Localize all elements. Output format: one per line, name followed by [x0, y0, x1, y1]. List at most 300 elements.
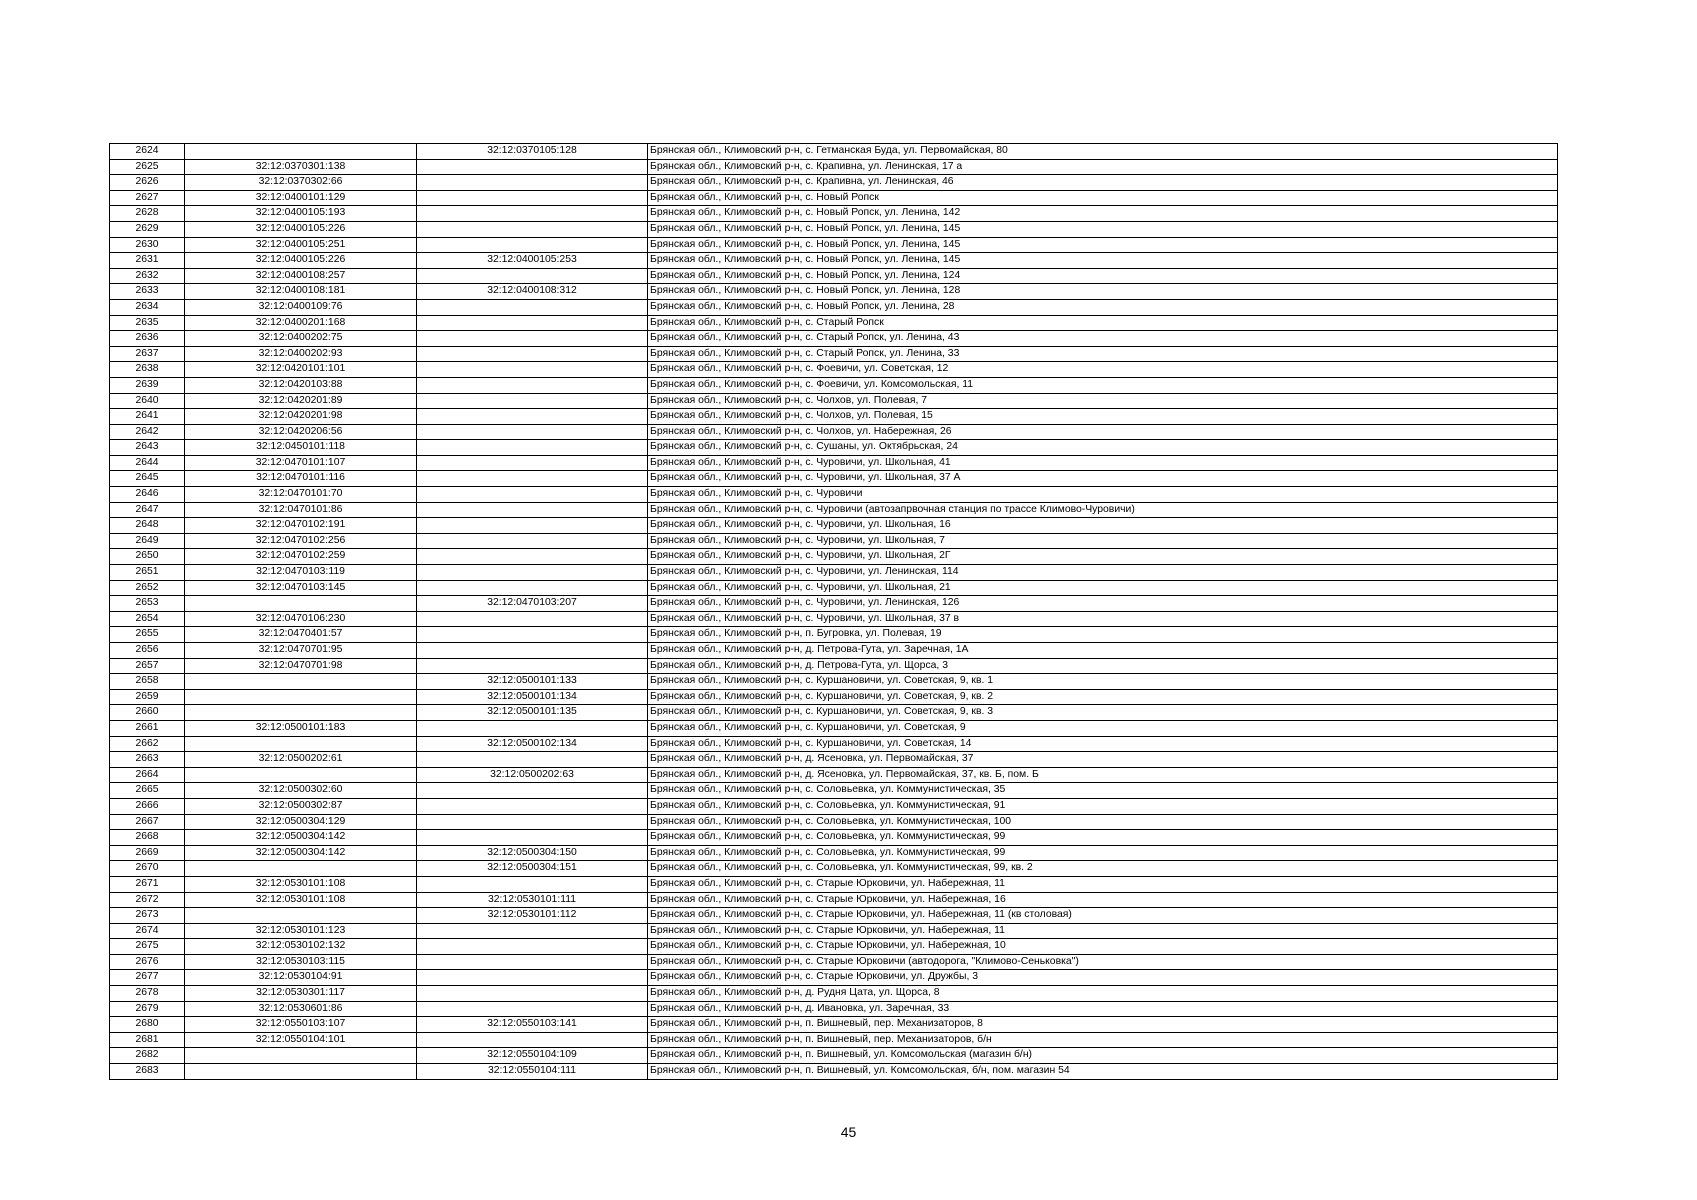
table-row: [110, 253, 1558, 269]
building-cadastral-number-cell: 32:12:0500102:134: [417, 736, 648, 752]
building-cadastral-number-cell: 32:12:0530101:111: [417, 892, 648, 908]
table-row: [110, 830, 1558, 846]
row-number-cell: 2638: [110, 362, 185, 378]
cadastral-number-cell: 32:12:0420201:98: [185, 409, 417, 425]
table-row: [110, 720, 1558, 736]
table-row: [110, 549, 1558, 565]
table-row: [110, 1064, 1558, 1080]
address-cell: Брянская обл., Климовский р-н, с. Куршановичи, ул. Советская, 9, кв. 1: [648, 674, 1558, 690]
row-number-cell: 2672: [110, 892, 185, 908]
building-cadastral-number-cell: 32:12:0500101:134: [417, 689, 648, 705]
building-cadastral-number-cell: 32:12:0500304:150: [417, 845, 648, 861]
cadastral-number-cell: 32:12:0470701:98: [185, 658, 417, 674]
building-cadastral-number-cell: [417, 580, 648, 596]
registry-table: [109, 143, 1558, 1080]
cadastral-number-cell: 32:12:0530103:115: [185, 954, 417, 970]
building-cadastral-number-cell: [417, 487, 648, 503]
row-number-cell: 2645: [110, 471, 185, 487]
cadastral-number-cell: 32:12:0420206:56: [185, 424, 417, 440]
table-row: [110, 736, 1558, 752]
address-cell: Брянская обл., Климовский р-н, с. Крапивна, ул. Ленинская, 17 а: [648, 159, 1558, 175]
building-cadastral-number-cell: [417, 830, 648, 846]
address-cell: Брянская обл., Климовский р-н, с. Сушаны, ул. Октябрьская, 24: [648, 440, 1558, 456]
cadastral-number-cell: 32:12:0420201:89: [185, 393, 417, 409]
building-cadastral-number-cell: [417, 1032, 648, 1048]
table-row: [110, 876, 1558, 892]
address-cell: Брянская обл., Климовский р-н, с. Старые Юрковичи, ул. Набережная, 11 (кв столовая): [648, 908, 1558, 924]
cadastral-number-cell: 32:12:0500101:183: [185, 720, 417, 736]
building-cadastral-number-cell: [417, 221, 648, 237]
address-cell: Брянская обл., Климовский р-н, с. Чуровичи, ул. Школьная, 16: [648, 518, 1558, 534]
address-cell: Брянская обл., Климовский р-н, п. Вишневый, пер. Механизаторов, 8: [648, 1017, 1558, 1033]
address-cell: Брянская обл., Климовский р-н, с. Соловьевка, ул. Коммунистическая, 100: [648, 814, 1558, 830]
address-cell: Брянская обл., Климовский р-н, с. Новый Ропск, ул. Ленина, 145: [648, 237, 1558, 253]
row-number-cell: 2644: [110, 455, 185, 471]
address-cell: Брянская обл., Климовский р-н, с. Фоевичи, ул. Комсомольская, 11: [648, 377, 1558, 393]
building-cadastral-number-cell: 32:12:0550104:111: [417, 1064, 648, 1080]
building-cadastral-number-cell: [417, 783, 648, 799]
row-number-cell: 2634: [110, 299, 185, 315]
address-cell: Брянская обл., Климовский р-н, с. Куршановичи, ул. Советская, 9: [648, 720, 1558, 736]
table-row: [110, 939, 1558, 955]
table-row: [110, 393, 1558, 409]
table-row: [110, 643, 1558, 659]
row-number-cell: 2633: [110, 284, 185, 300]
address-cell: Брянская обл., Климовский р-н, п. Вишневый, ул. Комсомольская (магазин б/н): [648, 1048, 1558, 1064]
address-cell: Брянская обл., Климовский р-н, с. Чуровичи (автозапрвочная станция по трассе Климово-Чуровичи): [648, 502, 1558, 518]
building-cadastral-number-cell: [417, 175, 648, 191]
building-cadastral-number-cell: 32:12:0500101:133: [417, 674, 648, 690]
table-row: [110, 970, 1558, 986]
building-cadastral-number-cell: [417, 362, 648, 378]
table-row: [110, 299, 1558, 315]
row-number-cell: 2661: [110, 720, 185, 736]
address-cell: Брянская обл., Климовский р-н, с. Куршановичи, ул. Советская, 14: [648, 736, 1558, 752]
table-row: [110, 190, 1558, 206]
cadastral-number-cell: 32:12:0500304:142: [185, 830, 417, 846]
table-row: [110, 346, 1558, 362]
row-number-cell: 2667: [110, 814, 185, 830]
building-cadastral-number-cell: [417, 939, 648, 955]
cadastral-number-cell: 32:12:0500304:129: [185, 814, 417, 830]
table-row: [110, 1048, 1558, 1064]
table-row: [110, 409, 1558, 425]
table-row: [110, 487, 1558, 503]
cadastral-number-cell: 32:12:0400201:168: [185, 315, 417, 331]
cadastral-number-cell: 32:12:0500304:142: [185, 845, 417, 861]
table-row: [110, 627, 1558, 643]
building-cadastral-number-cell: [417, 1001, 648, 1017]
cadastral-number-cell: 32:12:0470701:95: [185, 643, 417, 659]
building-cadastral-number-cell: [417, 377, 648, 393]
cadastral-number-cell: 32:12:0530601:86: [185, 1001, 417, 1017]
row-number-cell: 2683: [110, 1064, 185, 1080]
building-cadastral-number-cell: [417, 876, 648, 892]
table-row: [110, 674, 1558, 690]
building-cadastral-number-cell: [417, 533, 648, 549]
cadastral-number-cell: 32:12:0370301:138: [185, 159, 417, 175]
table-row: [110, 845, 1558, 861]
cadastral-number-cell: 32:12:0470401:57: [185, 627, 417, 643]
building-cadastral-number-cell: [417, 798, 648, 814]
cadastral-number-cell: 32:12:0500302:60: [185, 783, 417, 799]
row-number-cell: 2624: [110, 144, 185, 160]
row-number-cell: 2662: [110, 736, 185, 752]
cadastral-number-cell: 32:12:0400108:181: [185, 284, 417, 300]
table-row: [110, 315, 1558, 331]
address-cell: Брянская обл., Климовский р-н, с. Чолхов, ул. Полевая, 15: [648, 409, 1558, 425]
address-cell: Брянская обл., Климовский р-н, с. Новый Ропск, ул. Ленина, 124: [648, 268, 1558, 284]
cadastral-number-cell: 32:12:0470102:191: [185, 518, 417, 534]
cadastral-number-cell: 32:12:0470102:259: [185, 549, 417, 565]
cadastral-number-cell: 32:12:0400109:76: [185, 299, 417, 315]
building-cadastral-number-cell: [417, 409, 648, 425]
row-number-cell: 2642: [110, 424, 185, 440]
cadastral-number-cell: 32:12:0470103:145: [185, 580, 417, 596]
address-cell: Брянская обл., Климовский р-н, с. Соловьевка, ул. Коммунистическая, 99: [648, 845, 1558, 861]
row-number-cell: 2652: [110, 580, 185, 596]
row-number-cell: 2678: [110, 986, 185, 1002]
row-number-cell: 2676: [110, 954, 185, 970]
row-number-cell: 2670: [110, 861, 185, 877]
table-row: [110, 986, 1558, 1002]
cadastral-number-cell: [185, 908, 417, 924]
row-number-cell: 2649: [110, 533, 185, 549]
row-number-cell: 2666: [110, 798, 185, 814]
cadastral-number-cell: 32:12:0530101:108: [185, 892, 417, 908]
row-number-cell: 2654: [110, 611, 185, 627]
address-cell: Брянская обл., Климовский р-н, с. Новый Ропск, ул. Ленина, 145: [648, 253, 1558, 269]
table-row: [110, 783, 1558, 799]
building-cadastral-number-cell: [417, 565, 648, 581]
building-cadastral-number-cell: 32:12:0370105:128: [417, 144, 648, 160]
cadastral-number-cell: 32:12:0470103:119: [185, 565, 417, 581]
cadastral-number-cell: 32:12:0400101:129: [185, 190, 417, 206]
row-number-cell: 2643: [110, 440, 185, 456]
building-cadastral-number-cell: [417, 299, 648, 315]
cadastral-number-cell: [185, 674, 417, 690]
row-number-cell: 2682: [110, 1048, 185, 1064]
address-cell: Брянская обл., Климовский р-н, с. Новый Ропск, ул. Ленина, 142: [648, 206, 1558, 222]
cadastral-number-cell: 32:12:0470101:107: [185, 455, 417, 471]
row-number-cell: 2651: [110, 565, 185, 581]
cadastral-number-cell: 32:12:0470101:70: [185, 487, 417, 503]
table-row: [110, 1017, 1558, 1033]
table-row: [110, 892, 1558, 908]
table-row: [110, 908, 1558, 924]
table-row: [110, 565, 1558, 581]
table-row: [110, 689, 1558, 705]
address-cell: Брянская обл., Климовский р-н, с. Чолхов, ул. Полевая, 7: [648, 393, 1558, 409]
cadastral-number-cell: 32:12:0530301:117: [185, 986, 417, 1002]
table-row: [110, 237, 1558, 253]
address-cell: Брянская обл., Климовский р-н, д. Ясеновка, ул. Первомайская, 37: [648, 752, 1558, 768]
address-cell: Брянская обл., Климовский р-н, с. Старые Юрковичи, ул. Набережная, 10: [648, 939, 1558, 955]
row-number-cell: 2627: [110, 190, 185, 206]
building-cadastral-number-cell: 32:12:0500202:63: [417, 767, 648, 783]
address-cell: Брянская обл., Климовский р-н, с. Новый Ропск, ул. Ленина, 145: [648, 221, 1558, 237]
table-row: [110, 596, 1558, 612]
building-cadastral-number-cell: 32:12:0470103:207: [417, 596, 648, 612]
row-number-cell: 2636: [110, 331, 185, 347]
address-cell: Брянская обл., Климовский р-н, с. Чуровичи, ул. Ленинская, 114: [648, 565, 1558, 581]
table-row: [110, 440, 1558, 456]
row-number-cell: 2657: [110, 658, 185, 674]
building-cadastral-number-cell: [417, 502, 648, 518]
address-cell: Брянская обл., Климовский р-н, д. Рудня Цата, ул. Щорса, 8: [648, 986, 1558, 1002]
address-cell: Брянская обл., Климовский р-н, с. Чуровичи, ул. Школьная, 2Г: [648, 549, 1558, 565]
cadastral-number-cell: 32:12:0400105:251: [185, 237, 417, 253]
row-number-cell: 2675: [110, 939, 185, 955]
building-cadastral-number-cell: 32:12:0500101:135: [417, 705, 648, 721]
row-number-cell: 2626: [110, 175, 185, 191]
building-cadastral-number-cell: [417, 954, 648, 970]
row-number-cell: 2677: [110, 970, 185, 986]
row-number-cell: 2680: [110, 1017, 185, 1033]
table-row: [110, 814, 1558, 830]
cadastral-number-cell: 32:12:0400202:93: [185, 346, 417, 362]
table-row: [110, 752, 1558, 768]
row-number-cell: 2628: [110, 206, 185, 222]
cadastral-number-cell: 32:12:0530101:108: [185, 876, 417, 892]
cadastral-number-cell: 32:12:0420101:101: [185, 362, 417, 378]
address-cell: Брянская обл., Климовский р-н, с. Старые Юрковичи (автодорога, "Климово-Сеньковка"): [648, 954, 1558, 970]
cadastral-number-cell: [185, 596, 417, 612]
building-cadastral-number-cell: [417, 658, 648, 674]
row-number-cell: 2660: [110, 705, 185, 721]
row-number-cell: 2625: [110, 159, 185, 175]
row-number-cell: 2629: [110, 221, 185, 237]
table-row: [110, 424, 1558, 440]
address-cell: Брянская обл., Климовский р-н, п. Вишневый, пер. Механизаторов, б/н: [648, 1032, 1558, 1048]
building-cadastral-number-cell: [417, 643, 648, 659]
building-cadastral-number-cell: 32:12:0530101:112: [417, 908, 648, 924]
cadastral-number-cell: 32:12:0500202:61: [185, 752, 417, 768]
address-cell: Брянская обл., Климовский р-н, с. Крапивна, ул. Ленинская, 46: [648, 175, 1558, 191]
table-row: [110, 611, 1558, 627]
address-cell: Брянская обл., Климовский р-н, с. Соловьевка, ул. Коммунистическая, 99, кв. 2: [648, 861, 1558, 877]
building-cadastral-number-cell: 32:12:0550103:141: [417, 1017, 648, 1033]
address-cell: Брянская обл., Климовский р-н, с. Чуровичи, ул. Школьная, 7: [648, 533, 1558, 549]
cadastral-number-cell: 32:12:0400105:226: [185, 253, 417, 269]
row-number-cell: 2650: [110, 549, 185, 565]
row-number-cell: 2631: [110, 253, 185, 269]
address-cell: Брянская обл., Климовский р-н, с. Старый Ропск, ул. Ленина, 33: [648, 346, 1558, 362]
cadastral-number-cell: 32:12:0550103:107: [185, 1017, 417, 1033]
table-row: [110, 206, 1558, 222]
address-cell: Брянская обл., Климовский р-н, с. Чуровичи, ул. Ленинская, 126: [648, 596, 1558, 612]
building-cadastral-number-cell: 32:12:0500304:151: [417, 861, 648, 877]
row-number-cell: 2639: [110, 377, 185, 393]
table-row: [110, 377, 1558, 393]
cadastral-number-cell: 32:12:0550104:101: [185, 1032, 417, 1048]
cadastral-number-cell: [185, 1064, 417, 1080]
row-number-cell: 2656: [110, 643, 185, 659]
row-number-cell: 2647: [110, 502, 185, 518]
row-number-cell: 2648: [110, 518, 185, 534]
cadastral-number-cell: [185, 144, 417, 160]
building-cadastral-number-cell: [417, 237, 648, 253]
row-number-cell: 2673: [110, 908, 185, 924]
row-number-cell: 2630: [110, 237, 185, 253]
building-cadastral-number-cell: 32:12:0400105:253: [417, 253, 648, 269]
table-row: [110, 767, 1558, 783]
building-cadastral-number-cell: [417, 923, 648, 939]
row-number-cell: 2635: [110, 315, 185, 331]
row-number-cell: 2659: [110, 689, 185, 705]
address-cell: Брянская обл., Климовский р-н, с. Чуровичи: [648, 487, 1558, 503]
row-number-cell: 2632: [110, 268, 185, 284]
address-cell: Брянская обл., Климовский р-н, с. Новый Ропск: [648, 190, 1558, 206]
address-cell: Брянская обл., Климовский р-н, с. Старые Юрковичи, ул. Набережная, 11: [648, 923, 1558, 939]
address-cell: Брянская обл., Климовский р-н, с. Чуровичи, ул. Школьная, 37 в: [648, 611, 1558, 627]
address-cell: Брянская обл., Климовский р-н, п. Бугровка, ул. Полевая, 19: [648, 627, 1558, 643]
cadastral-number-cell: [185, 1048, 417, 1064]
table-row: [110, 471, 1558, 487]
building-cadastral-number-cell: [417, 440, 648, 456]
address-cell: Брянская обл., Климовский р-н, с. Соловьевка, ул. Коммунистическая, 35: [648, 783, 1558, 799]
cadastral-number-cell: 32:12:0400105:193: [185, 206, 417, 222]
row-number-cell: 2640: [110, 393, 185, 409]
building-cadastral-number-cell: [417, 518, 648, 534]
cadastral-number-cell: [185, 689, 417, 705]
table-row: [110, 175, 1558, 191]
address-cell: Брянская обл., Климовский р-н, с. Фоевичи, ул. Советская, 12: [648, 362, 1558, 378]
row-number-cell: 2658: [110, 674, 185, 690]
row-number-cell: 2679: [110, 1001, 185, 1017]
cadastral-number-cell: 32:12:0420103:88: [185, 377, 417, 393]
address-cell: Брянская обл., Климовский р-н, д. Петрова-Гута, ул. Заречная, 1А: [648, 643, 1558, 659]
table-row: [110, 923, 1558, 939]
table-row: [110, 362, 1558, 378]
address-cell: Брянская обл., Климовский р-н, с. Старый Ропск: [648, 315, 1558, 331]
row-number-cell: 2674: [110, 923, 185, 939]
cadastral-number-cell: 32:12:0530104:91: [185, 970, 417, 986]
row-number-cell: 2665: [110, 783, 185, 799]
building-cadastral-number-cell: [417, 190, 648, 206]
address-cell: Брянская обл., Климовский р-н, с. Соловьевка, ул. Коммунистическая, 91: [648, 798, 1558, 814]
table-row: [110, 954, 1558, 970]
document-page: [109, 143, 1557, 1080]
row-number-cell: 2671: [110, 876, 185, 892]
table-row: [110, 159, 1558, 175]
cadastral-number-cell: [185, 736, 417, 752]
building-cadastral-number-cell: [417, 159, 648, 175]
building-cadastral-number-cell: 32:12:0550104:109: [417, 1048, 648, 1064]
address-cell: Брянская обл., Климовский р-н, п. Вишневый, ул. Комсомольская, б/н, пом. магазин 54: [648, 1064, 1558, 1080]
table-row: [110, 502, 1558, 518]
row-number-cell: 2669: [110, 845, 185, 861]
row-number-cell: 2663: [110, 752, 185, 768]
cadastral-number-cell: 32:12:0470102:256: [185, 533, 417, 549]
table-row: [110, 533, 1558, 549]
row-number-cell: 2655: [110, 627, 185, 643]
address-cell: Брянская обл., Климовский р-н, с. Старые Юрковичи, ул. Набережная, 16: [648, 892, 1558, 908]
row-number-cell: 2653: [110, 596, 185, 612]
address-cell: Брянская обл., Климовский р-н, с. Чуровичи, ул. Школьная, 37 А: [648, 471, 1558, 487]
address-cell: Брянская обл., Климовский р-н, с. Соловьевка, ул. Коммунистическая, 99: [648, 830, 1558, 846]
table-row: [110, 518, 1558, 534]
building-cadastral-number-cell: [417, 331, 648, 347]
table-row: [110, 331, 1558, 347]
table-row: [110, 798, 1558, 814]
cadastral-number-cell: [185, 767, 417, 783]
registry-table-body: [110, 144, 1558, 1080]
building-cadastral-number-cell: [417, 424, 648, 440]
cadastral-number-cell: 32:12:0400202:75: [185, 331, 417, 347]
row-number-cell: 2668: [110, 830, 185, 846]
building-cadastral-number-cell: [417, 720, 648, 736]
table-row: [110, 705, 1558, 721]
table-row: [110, 144, 1558, 160]
building-cadastral-number-cell: [417, 393, 648, 409]
cadastral-number-cell: [185, 861, 417, 877]
building-cadastral-number-cell: [417, 627, 648, 643]
address-cell: Брянская обл., Климовский р-н, с. Куршановичи, ул. Советская, 9, кв. 2: [648, 689, 1558, 705]
cadastral-number-cell: 32:12:0530101:123: [185, 923, 417, 939]
building-cadastral-number-cell: [417, 752, 648, 768]
cadastral-number-cell: [185, 705, 417, 721]
cadastral-number-cell: 32:12:0470101:116: [185, 471, 417, 487]
address-cell: Брянская обл., Климовский р-н, с. Старые Юрковичи, ул. Набережная, 11: [648, 876, 1558, 892]
row-number-cell: 2646: [110, 487, 185, 503]
cadastral-number-cell: 32:12:0530102:132: [185, 939, 417, 955]
table-row: [110, 1032, 1558, 1048]
address-cell: Брянская обл., Климовский р-н, с. Новый Ропск, ул. Ленина, 28: [648, 299, 1558, 315]
address-cell: Брянская обл., Климовский р-н, с. Чолхов, ул. Набережная, 26: [648, 424, 1558, 440]
table-row: [110, 658, 1558, 674]
cadastral-number-cell: 32:12:0500302:87: [185, 798, 417, 814]
table-row: [110, 268, 1558, 284]
cadastral-number-cell: 32:12:0450101:118: [185, 440, 417, 456]
building-cadastral-number-cell: [417, 206, 648, 222]
building-cadastral-number-cell: [417, 346, 648, 362]
address-cell: Брянская обл., Климовский р-н, с. Куршановичи, ул. Советская, 9, кв. 3: [648, 705, 1558, 721]
table-row: [110, 455, 1558, 471]
building-cadastral-number-cell: [417, 549, 648, 565]
cadastral-number-cell: 32:12:0470106:230: [185, 611, 417, 627]
row-number-cell: 2641: [110, 409, 185, 425]
table-row: [110, 580, 1558, 596]
address-cell: Брянская обл., Климовский р-н, с. Старый Ропск, ул. Ленина, 43: [648, 331, 1558, 347]
address-cell: Брянская обл., Климовский р-н, с. Чуровичи, ул. Школьная, 21: [648, 580, 1558, 596]
building-cadastral-number-cell: [417, 814, 648, 830]
table-row: [110, 861, 1558, 877]
address-cell: Брянская обл., Климовский р-н, с. Старые Юрковичи, ул. Дружбы, 3: [648, 970, 1558, 986]
page-number: 45: [840, 1124, 857, 1140]
cadastral-number-cell: 32:12:0470101:86: [185, 502, 417, 518]
building-cadastral-number-cell: [417, 471, 648, 487]
building-cadastral-number-cell: [417, 986, 648, 1002]
building-cadastral-number-cell: [417, 970, 648, 986]
table-row: [110, 1001, 1558, 1017]
address-cell: Брянская обл., Климовский р-н, д. Ивановка, ул. Заречная, 33: [648, 1001, 1558, 1017]
row-number-cell: 2664: [110, 767, 185, 783]
building-cadastral-number-cell: [417, 268, 648, 284]
building-cadastral-number-cell: [417, 315, 648, 331]
table-row: [110, 221, 1558, 237]
building-cadastral-number-cell: [417, 611, 648, 627]
building-cadastral-number-cell: 32:12:0400108:312: [417, 284, 648, 300]
cadastral-number-cell: 32:12:0370302:66: [185, 175, 417, 191]
cadastral-number-cell: 32:12:0400105:226: [185, 221, 417, 237]
address-cell: Брянская обл., Климовский р-н, д. Ясеновка, ул. Первомайская, 37, кв. Б, пом. Б: [648, 767, 1558, 783]
address-cell: Брянская обл., Климовский р-н, с. Чуровичи, ул. Школьная, 41: [648, 455, 1558, 471]
row-number-cell: 2637: [110, 346, 185, 362]
cadastral-number-cell: 32:12:0400108:257: [185, 268, 417, 284]
address-cell: Брянская обл., Климовский р-н, с. Гетманская Буда, ул. Первомайская, 80: [648, 144, 1558, 160]
building-cadastral-number-cell: [417, 455, 648, 471]
